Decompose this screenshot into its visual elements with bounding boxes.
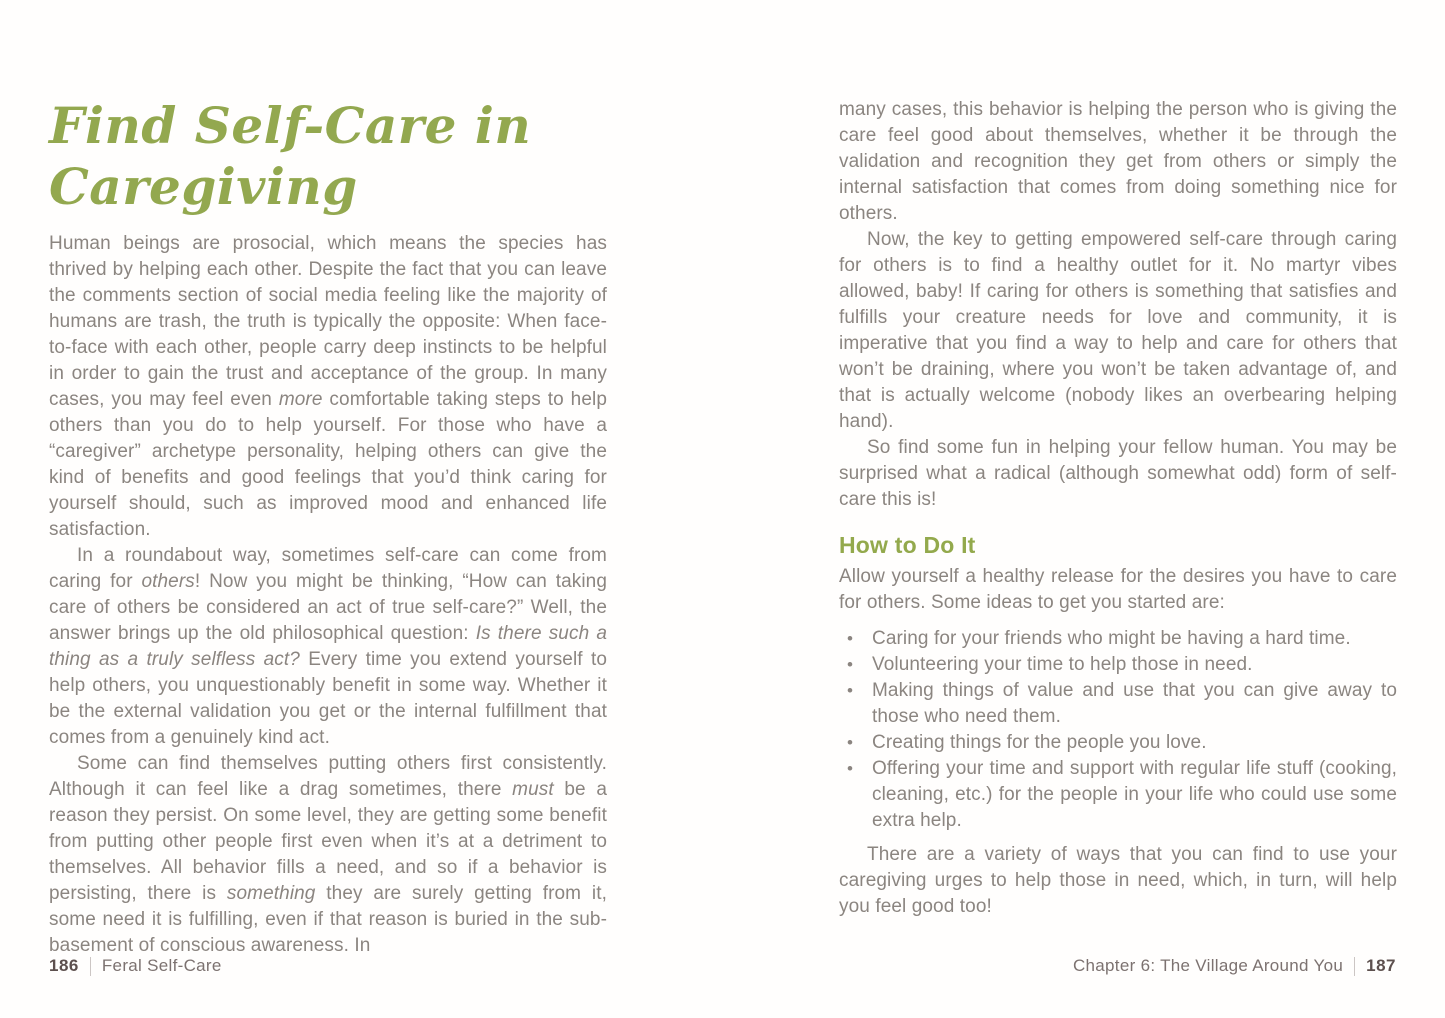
paragraph-text: Every time you extend yourself to help others, you unquestionably benefit in some way. Whether it be the external validation you get or the internal fulfillment that comes from a genuinely kind act. [49, 649, 608, 748]
book-title-running-footer: Feral Self-Care [101, 956, 222, 975]
bullet-item [839, 730, 1397, 756]
footer-divider [1354, 957, 1355, 976]
bullet-item [839, 626, 1397, 652]
italic-phrase: others [141, 571, 195, 592]
section-intro: Allow yourself a healthy release for the desires you have to care for others. Some ideas to get you started are: [839, 566, 1397, 613]
body-paragraph [49, 543, 607, 751]
body-paragraph [839, 227, 1397, 435]
footer-divider [90, 957, 91, 976]
bullet-text: Making things of value and use that you can give away to those who need them. [872, 680, 1397, 727]
paragraph-text: Human beings are prosocial, which means the species has thrived by helping each other. Despite the fact that you can leave the comments section of social media feeling like the majority of humans are trash, the truth is typically the opposite: When face-to-face with each other, people carry deep instincts to be helpful in order to gain the trust and acceptance of the group. In many cases, you may feel even [49, 233, 607, 410]
chapter-section-title [49, 95, 607, 217]
paragraph-text: So find some fun in helping your fellow human. You may be surprised what a radical (although somewhat odd) form of self-care this is! [839, 437, 1397, 510]
bullet-marker: • [847, 733, 854, 752]
title-line-2: Caregiving [49, 157, 358, 216]
left-page-number: 186 [49, 956, 79, 975]
paragraph-text: Some can find themselves putting others first consistently. Although it can feel like a drag sometimes, there [49, 753, 607, 800]
bullet-marker: • [847, 681, 854, 700]
body-paragraph [49, 231, 607, 543]
paragraph-text: Now, the key to getting empowered self-care through caring for others is to find a healthy outlet for it. No martyr vibes allowed, baby! If caring for others is something that satisfies and fulfills your creature needs for love and community, it is imperative that you find a way to help and care for others that won’t be draining, where you won’t be taken advantage of, and that is actually welcome (nobody likes an overbearing helping hand). [839, 229, 1397, 432]
paragraph-text: ! Now you might be thinking, “How can taking care of others be considered an act of true self-care?” Well, the answer brings up the old philosophical question: [49, 571, 607, 644]
italic-phrase: Is there such a thing as a truly selfless act? [49, 623, 608, 670]
paragraph-text: many cases, this behavior is helping the person who is giving the care feel good about themselves, whether it be through the validation and recognition they get from others or simply the internal satisfaction that comes from doing something nice for others. [839, 99, 1397, 224]
italic-phrase: something [226, 883, 316, 904]
bullet-item [839, 756, 1397, 834]
bullet-marker: • [847, 759, 854, 778]
how-to-do-it-heading: How to Do It [839, 532, 976, 558]
bullet-text: Creating things for the people you love. [872, 732, 1207, 753]
bullet-item [839, 678, 1397, 730]
body-paragraph [49, 751, 607, 959]
chapter-running-footer: Chapter 6: The Village Around You [1072, 956, 1344, 975]
closing-paragraph: There are a variety of ways that you can find to use your caregiving urges to help those in need, which, in turn, will help you feel good too! [839, 844, 1397, 917]
paragraph-text: be a reason they persist. On some level, they are getting some benefit from putting other people first even when it’s at a detriment to themselves. All behavior fills a need, and so if a behavior is persisting, there is [49, 779, 608, 904]
ideas-bullet-list [839, 626, 1397, 834]
bullet-marker: • [847, 655, 854, 674]
right-page [839, 97, 1397, 920]
bullet-text: Caring for your friends who might be having a hard time. [872, 628, 1351, 649]
body-paragraph [839, 435, 1397, 513]
paragraph-text: In a roundabout way, sometimes self-care can come from caring for [49, 545, 607, 592]
paragraph-text: they are surely getting from it, some need it is fulfilling, even if that reason is buried in the sub-basement of conscious awareness. In [49, 883, 607, 956]
left-page [49, 95, 607, 959]
paragraph-text: comfortable taking steps to help others than you do to help yourself. For those who have a “caregiver” archetype personality, helping others can give the kind of benefits and good feelings that you’d think caring for yourself should, such as improved mood and enhanced life satisfaction. [49, 389, 607, 540]
italic-phrase: must [512, 779, 554, 800]
right-page-number: 187 [1366, 956, 1396, 975]
bullet-text: Volunteering your time to help those in need. [872, 654, 1253, 675]
bullet-item [839, 652, 1397, 678]
left-page-footer [49, 955, 222, 977]
right-page-footer [1073, 955, 1396, 977]
body-paragraph [839, 97, 1397, 227]
bullet-text: Offering your time and support with regular life stuff (cooking, cleaning, etc.) for the people in your life who could use some extra help. [872, 758, 1397, 831]
title-line-1: Find Self-Care in [49, 96, 532, 155]
italic-phrase: more [278, 389, 323, 410]
bullet-marker: • [847, 629, 854, 648]
